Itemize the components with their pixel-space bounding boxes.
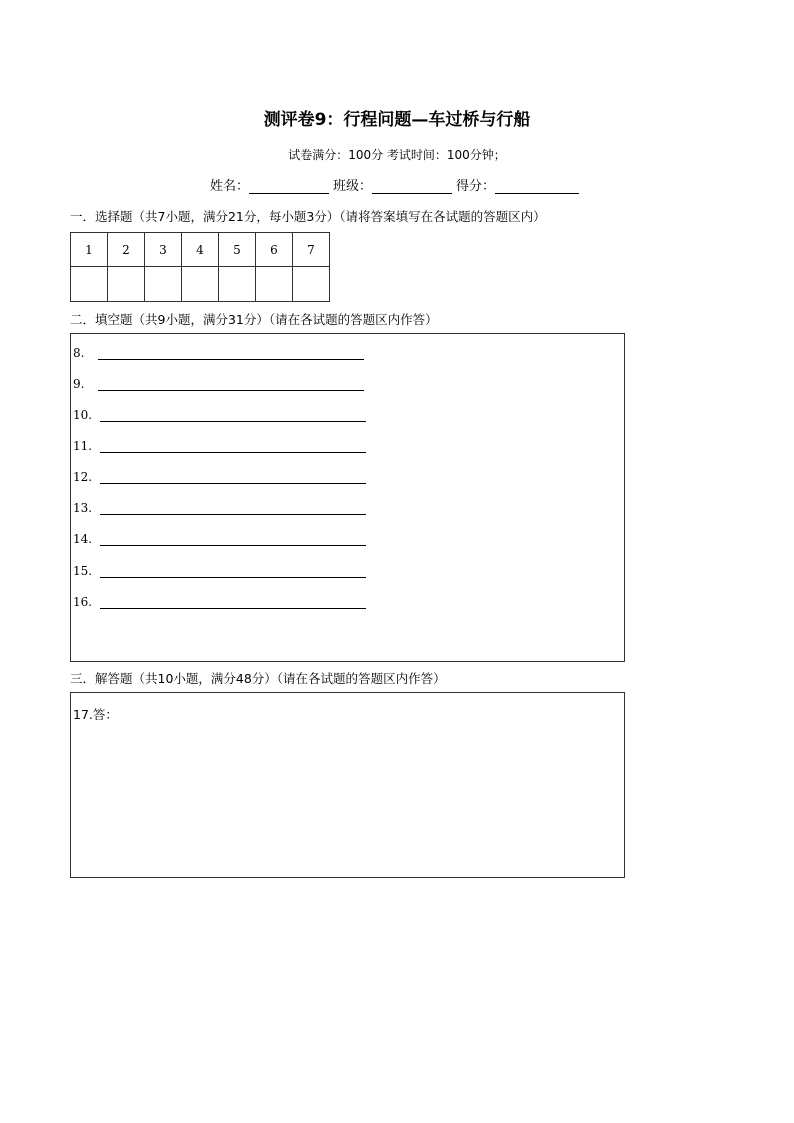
fill-answer-line[interactable] [100, 565, 366, 578]
page-title: 测评卷9：行程问题—车过桥与行船 [263, 110, 531, 130]
score-field[interactable] [495, 177, 579, 194]
fill-answer-line[interactable] [100, 409, 366, 422]
class-label: 班级： [333, 179, 373, 194]
fill-item-number: 16. [73, 595, 93, 609]
fill-answer-line[interactable] [100, 502, 366, 515]
fill-item [73, 532, 366, 546]
fill-item-number: 12. [73, 470, 93, 484]
name-field[interactable] [249, 177, 329, 194]
fill-item [73, 470, 366, 484]
choice-number: 4 [182, 233, 219, 267]
fill-answer-line[interactable] [100, 471, 366, 484]
choice-number: 3 [145, 233, 182, 267]
choice-number: 7 [293, 233, 330, 267]
choice-answer-cell[interactable] [293, 267, 330, 302]
answer-label: 17.答： [73, 707, 118, 722]
fill-in-answer-box [70, 333, 625, 662]
section-3-heading: 三．解答题（共10小题，满分48分）（请在各试题的答题区内作答） [70, 671, 446, 686]
fill-item [73, 377, 364, 391]
score-label: 得分： [456, 179, 496, 194]
exam-info: 试卷满分：100分 考试时间：100分钟； [288, 148, 506, 162]
fill-item [73, 564, 366, 578]
fill-item [73, 408, 366, 422]
fill-answer-line[interactable] [100, 440, 366, 453]
fill-answer-line[interactable] [98, 378, 364, 391]
choice-number: 5 [219, 233, 256, 267]
fill-item-number: 10. [73, 408, 93, 422]
choice-answer-cell[interactable] [256, 267, 293, 302]
student-info [210, 175, 583, 194]
solution-answer-box[interactable] [70, 692, 625, 878]
class-field[interactable] [372, 177, 452, 194]
name-label: 姓名： [210, 179, 250, 194]
choice-answer-cell[interactable] [219, 267, 256, 302]
fill-answer-line[interactable] [100, 596, 366, 609]
choice-answer-cell[interactable] [182, 267, 219, 302]
choice-answer-cell[interactable] [108, 267, 145, 302]
fill-item-number: 11. [73, 439, 93, 453]
fill-item-number: 8. [73, 346, 85, 360]
fill-item-number: 13. [73, 501, 93, 515]
fill-item [73, 595, 366, 609]
fill-item-number: 14. [73, 532, 93, 546]
choice-number: 1 [71, 233, 108, 267]
choice-number: 2 [108, 233, 145, 267]
fill-item [73, 346, 364, 360]
choice-answer-cell[interactable] [145, 267, 182, 302]
fill-item-number: 9. [73, 377, 85, 391]
choice-answer-cell[interactable] [71, 267, 108, 302]
fill-item [73, 439, 366, 453]
choice-number: 6 [256, 233, 293, 267]
fill-item-number: 15. [73, 564, 93, 578]
section-1-heading: 一．选择题（共7小题，满分21分，每小题3分）（请将答案填写在各试题的答题区内） [70, 209, 546, 224]
choice-answer-table [70, 232, 330, 302]
fill-answer-line[interactable] [98, 347, 364, 360]
section-2-heading: 二．填空题（共9小题，满分31分）（请在各试题的答题区内作答） [70, 312, 438, 327]
fill-item [73, 501, 366, 515]
fill-answer-line[interactable] [100, 533, 366, 546]
